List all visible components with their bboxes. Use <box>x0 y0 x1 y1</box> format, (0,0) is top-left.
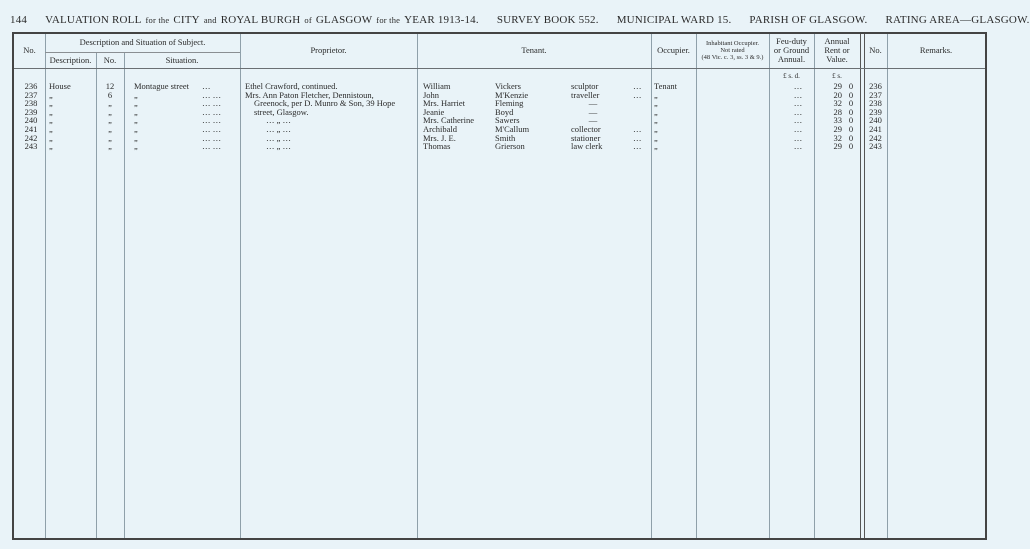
cell-prop: street, Glasgow. <box>254 106 309 117</box>
cell-tf: William <box>423 81 451 91</box>
cell-num: 6 <box>107 89 113 100</box>
col-annual-rent: Annual Rent or Value. <box>824 36 850 64</box>
cell-no: 238 <box>24 98 38 109</box>
cell-rent-l: 32 <box>833 98 842 109</box>
cell-prop: Greenock, per D. Munro & Son, 39 Hope <box>254 98 396 109</box>
cell-rent-l: 28 <box>833 106 842 117</box>
cell-sit: „ <box>134 98 138 109</box>
cell-no2: 236 <box>869 81 882 91</box>
cell-rent-l: 32 <box>833 132 842 143</box>
cell-occ: „ <box>654 141 658 152</box>
cell-no: 243 <box>24 141 38 152</box>
cell-toccdots: … <box>633 141 642 152</box>
cell-no2: 243 <box>869 141 882 152</box>
cell-rent-s: 0 <box>848 124 854 134</box>
cell-toccdots: … <box>633 124 642 134</box>
cell-sit: „ <box>134 141 138 152</box>
cell-prop: Mrs. Ann Paton Fletcher, Dennistoun, <box>245 89 374 100</box>
cell-prop: Ethel Crawford, continued. <box>245 81 338 91</box>
cell-toccdots: … <box>633 81 642 91</box>
cell-tl: Fleming <box>495 98 524 109</box>
col-num: No. <box>103 55 117 65</box>
cell-sit: „ <box>134 89 138 100</box>
cell-occ: „ <box>654 115 658 126</box>
col-description: Description. <box>49 55 92 65</box>
col-feu-duty: Feu-duty or Ground Annual. <box>773 36 810 64</box>
cell-tl: M'Callum <box>495 124 530 134</box>
cell-no: 242 <box>24 132 38 143</box>
cell-sit: Montague street <box>134 81 189 91</box>
cell-num: „ <box>108 141 112 152</box>
cell-rent-l: 29 <box>833 124 842 134</box>
cell-tf: John <box>423 89 440 100</box>
cell-occ: „ <box>654 124 658 134</box>
cell-tl: M'Kenzie <box>495 89 529 100</box>
cell-no: 239 <box>24 106 38 117</box>
col-remarks: Remarks. <box>919 45 953 55</box>
cell-sit: „ <box>134 124 138 134</box>
cell-tocc: — <box>588 106 598 117</box>
cell-num: „ <box>108 132 112 143</box>
cell-rent-s: 0 <box>848 106 854 117</box>
col-tenant: Tenant. <box>521 45 547 55</box>
cell-tocc: law clerk <box>571 141 603 152</box>
cell-sitdots: … … <box>202 115 222 126</box>
cell-feu: … <box>793 124 803 134</box>
cell-num: 12 <box>105 81 115 91</box>
cell-no2: 241 <box>869 124 882 134</box>
cell-tl: Grierson <box>495 141 525 152</box>
cell-prop: … „ … <box>266 141 292 152</box>
cell-desc: „ <box>49 141 53 152</box>
cell-tl: Sawers <box>495 115 520 126</box>
cell-sitdots: … … <box>202 106 222 117</box>
col-situation: Situation. <box>165 55 199 65</box>
cell-occ: Tenant <box>654 81 678 91</box>
cell-feu: … <box>793 81 803 91</box>
cell-no: 241 <box>24 124 38 134</box>
cell-feu: … <box>793 106 803 117</box>
cell-rent-l: 29 <box>833 81 842 91</box>
col-proprietor: Proprietor. <box>310 45 347 55</box>
cell-occ: „ <box>654 89 658 100</box>
col-desc-group: Description and Situation of Subject. <box>79 37 206 47</box>
cell-occ: „ <box>654 132 658 143</box>
cell-tocc: stationer <box>571 132 601 143</box>
cell-tl: Smith <box>495 132 516 143</box>
cell-sit: „ <box>134 115 138 126</box>
feu-units: £ s. d. <box>783 72 800 80</box>
cell-desc: „ <box>49 132 53 143</box>
cell-tocc: traveller <box>571 89 600 100</box>
cell-num: „ <box>108 98 112 109</box>
col-occupier: Occupier. <box>657 45 690 55</box>
cell-occ: „ <box>654 98 658 109</box>
cell-rent-s: 0 <box>848 89 854 100</box>
cell-sitdots: … <box>202 81 211 91</box>
cell-no2: 237 <box>869 89 882 100</box>
cell-tocc: — <box>588 98 598 109</box>
cell-tf: Mrs. Harriet <box>423 98 466 109</box>
cell-tf: Mrs. J. E. <box>423 132 456 143</box>
cell-feu: … <box>793 115 803 126</box>
valuation-table <box>12 32 987 540</box>
cell-rent-s: 0 <box>848 141 854 152</box>
cell-feu: … <box>793 89 803 100</box>
cell-toccdots: … <box>633 89 642 100</box>
page-number: 144 <box>10 14 28 26</box>
cell-sitdots: … … <box>202 141 222 152</box>
municipal-ward: MUNICIPAL WARD 15. <box>616 14 732 26</box>
cell-desc: „ <box>49 89 53 100</box>
cell-no2: 240 <box>869 115 882 126</box>
cell-tf: Archibald <box>423 124 457 134</box>
cell-no2: 242 <box>869 132 882 143</box>
col-no-right: No. <box>869 45 882 55</box>
cell-toccdots: … <box>633 132 642 143</box>
cell-no2: 238 <box>869 98 882 109</box>
cell-desc: „ <box>49 124 53 134</box>
cell-desc: House <box>49 81 71 91</box>
cell-desc: „ <box>49 115 53 126</box>
cell-prop: … „ … <box>266 124 292 134</box>
cell-tf: Jeanie <box>423 106 445 117</box>
cell-tf: Thomas <box>423 141 451 152</box>
cell-num: „ <box>108 106 112 117</box>
cell-prop: … „ … <box>266 115 292 126</box>
cell-tocc: sculptor <box>571 81 599 91</box>
cell-rent-s: 0 <box>848 81 854 91</box>
cell-desc: „ <box>49 98 53 109</box>
survey-book: SURVEY BOOK 552. <box>496 14 599 26</box>
cell-no: 237 <box>24 89 38 100</box>
cell-prop: … „ … <box>266 132 292 143</box>
col-no: No. <box>23 45 36 55</box>
cell-num: „ <box>108 115 112 126</box>
cell-feu: … <box>793 132 803 143</box>
cell-sitdots: … … <box>202 98 222 109</box>
cell-sitdots: … … <box>202 124 222 134</box>
cell-num: „ <box>108 124 112 134</box>
cell-sit: „ <box>134 106 138 117</box>
roll-title: VALUATION ROLL for the CITY and ROYAL BURGH of GLASGOW for the YEAR 1913-14. <box>45 14 479 26</box>
cell-sitdots: … … <box>202 132 222 143</box>
cell-tl: Boyd <box>495 106 514 117</box>
table-row <box>14 142 989 151</box>
col-inhabitant: Inhabitant Occupier. Not rated (48 Vic. c. 3, ss. 3 & 9.) <box>701 40 764 61</box>
cell-no2: 239 <box>869 106 882 117</box>
cell-rent-l: 29 <box>833 141 842 152</box>
cell-feu: … <box>793 141 803 152</box>
cell-sit: „ <box>134 132 138 143</box>
cell-tocc: collector <box>571 124 601 134</box>
cell-no: 240 <box>24 115 38 126</box>
cell-tl: Vickers <box>495 81 521 91</box>
cell-feu: … <box>793 98 803 109</box>
cell-sitdots: … … <box>202 89 222 100</box>
cell-rent-l: 33 <box>833 115 842 126</box>
cell-tocc: — <box>588 115 598 126</box>
cell-rent-l: 20 <box>833 89 842 100</box>
rent-units: £ s. <box>832 72 842 80</box>
cell-tf: Mrs. Catherine <box>423 115 474 126</box>
cell-rent-s: 0 <box>848 98 854 109</box>
cell-no: 236 <box>24 81 38 91</box>
parish: PARISH OF GLASGOW. <box>749 14 868 26</box>
rating-area: RATING AREA—GLASGOW. <box>885 14 1030 26</box>
cell-occ: „ <box>654 106 658 117</box>
cell-rent-s: 0 <box>848 115 854 126</box>
cell-rent-s: 0 <box>848 132 854 143</box>
cell-desc: „ <box>49 106 53 117</box>
page-header <box>10 14 1030 26</box>
